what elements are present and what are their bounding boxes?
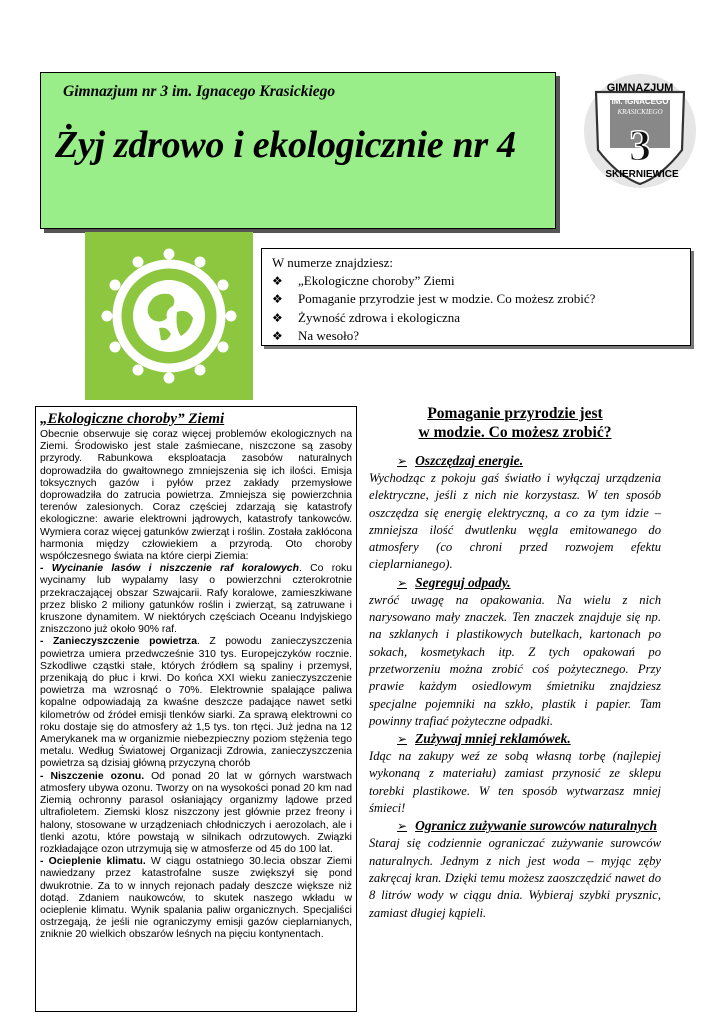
school-crest-icon [582,72,698,190]
paragraph-text: . Z powodu zanieczyszczenia powietrza umiera przedwcześnie 310 tys. Europejczyków rocznie. Szkodliwe cząstki stałe, których źródłem są spaliny i przemysł, przenikają do płuc i krwi. Do końca XXI wieku zanieczyszczenie powietrza ma wzrosnąć o 70%. Elektrownie spalające paliwa kopalne odpowiadają za kwaśne deszcze padające nawet setki kilometrów od źródeł emisji tlenków siarki. Za sprawą elektrowni co roku dostaje się do atmosfery aż 1,5 tys. ton rtęci. Już jedna na 12 Amerykanek ma w organizmie niebezpieczny poziom stężenia tego metalu. Według Światowej Organizacji Zdrowia, zanieczyszczenia powietrza są dzisiaj główną przyczyną chorób [40,636,352,770]
arrow-bullet-icon: ➢ [397,454,408,468]
paragraph-lead: - Zanieczyszczenie powietrza [40,636,198,648]
logo-line3: KRASICKIEGO [617,108,663,116]
arrow-bullet-icon: ➢ [397,732,408,747]
tip-body: Wychodząc z pokoju gaś światło i wyłączaj urządzenia elektryczne, jeśli z nich nie korzystasz. W ten sposób oszczędza się energię elektryczną, a co za tym idzie – zmniejsza ilość dwutlenku węgla emitowanego do atmosfery (co chroni przed rozwojem efektu cieplarnianego). [369,471,661,572]
article-paragraph [40,856,352,941]
tip-body: zwróć uwagę na opakowania. Na wielu z nich narysowano mały znaczek. Ten znaczek znajduje się np. na szklanych i plastikowych butelkach, kartonach po sokach, kosmetykach itp. Z tych opakowań po przetworzeniu można zrobić coś pożytecznego. Przy prawie każdym osiedlowym śmietniku znajdziesz specjalne pojemniki na szkło, plastik i papier. Tam powinny trafiać pożyteczne odpadki. [369,592,661,728]
contents-item [272,309,690,328]
contents-item-label: „Ekologiczne choroby” Ziemi [298,272,455,288]
arrow-bullet-icon: ➢ [397,575,408,590]
contents-item-label: Pomaganie przyrodzie jest w modzie. Co możesz zrobić? [298,291,596,306]
left-article-title: „Ekologiczne choroby” Ziemi [40,411,225,427]
people-around-globe-icon [85,232,253,400]
right-article-title [369,404,661,442]
logo-line2: IM. IGNACEGO [611,97,669,106]
paragraph-lead: - Niszczenie ozonu. [40,770,145,782]
arrow-bullet-icon: ➢ [397,819,408,834]
diamond-bullet-icon: ❖ [272,292,283,306]
contents-item-label: Żywność zdrowa i ekologiczna [298,309,461,325]
right-title-line2: w modzie. Co możesz zrobić? [418,424,612,441]
tip-heading-text: Oszczędzaj energie [415,453,520,468]
article-intro: Obecnie obserwuje się coraz więcej problemów ekologicznych na Ziemi. Środowisko jest stale zaśmiecane, niszczone są zasoby przyrody. Rabunkowa eksploatacja zasobów naturalnych doprowadziła do gwałtownego zmniejszenia się ich ilości. Emisja toksycznych gazów i pyłów przez zakłady przemysłowe doprowadziła do zatrucia powietrza. Zmniejsza się powierzchnia terenów zalesionych. Coraz częściej zdarzają się katastrofy ekologiczne: awarie elektrowni jądrowych, katastrofy tankowców. Wymiera coraz więcej gatunków zwierząt i roślin. Została zakłócona harmonia między człowiekiem a przyrodą. Oto choroby współczesnego świata na które cierpi Ziemia: [40,429,352,563]
article-paragraph [40,636,352,770]
eco-globe-image [85,232,253,400]
article-paragraph [40,771,352,856]
tip-heading-text: Zużywaj mniej reklamówek. [415,731,571,747]
diamond-bullet-icon: ❖ [272,329,283,343]
tip-body: Idąc na zakupy weź ze sobą własną torbę (najlepiej wykonaną z materiału) zamiast przynosić ze sklepu torebki plastikowe. W ten sposób wytwarzasz mniej śmieci! [369,749,661,816]
tip-body: Staraj się codziennie ograniczać zużywanie surowców naturalnych. Jednym z nich jest woda – myjąc zęby zakręcaj kran. Dzięki temu możesz zaoszczędzić nawet do 8 litrów wody w ciągu dnia. Wybieraj szybki prysznic, zamiast długiej kąpieli. [369,836,661,920]
tip-heading [397,574,661,592]
article-paragraph [40,563,352,636]
right-article [369,404,661,922]
diamond-bullet-icon: ❖ [272,273,283,288]
newsletter-header [40,72,556,229]
logo-line1: GIMNAZJUM [606,82,674,94]
school-logo [582,72,698,190]
tip-heading [397,817,661,835]
tip-heading-text: Ogranicz zużywanie surowców naturalnych [415,818,657,834]
paragraph-lead: - Wycinanie lasów i niszczenie raf koralowych [40,563,299,575]
logo-number: 3 [629,121,651,170]
paragraph-lead: - Ocieplenie klimatu. [40,856,146,868]
logo-city: SKIERNIEWICE [605,169,679,180]
contents-item [272,327,690,346]
contents-heading: W numerze znajdziesz: [272,255,394,270]
left-article [35,406,357,1012]
left-article-body [40,429,352,942]
tip-heading [397,452,661,470]
paragraph-text: . Co roku wycinamy lub wypalamy lasy o powierzchni czterokrotnie przekraczającej obszar Szwajcarii. Rafy koralowe, zamieszkiwane przez blisko 2 miliony gatunków roślin i zwierząt, są zatruwane i kruszone dynamitem. W niektórych częściach Oceanu Indyjskiego zniszczono już około 90% raf. [40,563,353,636]
paragraph-text: Od ponad 20 lat w górnych warstwach atmosfery ubywa ozonu. Tworzy on na wysokości ponad 20 km nad Ziemią ochronny parasol osłaniający organizmy lądowe przed ultrafioletem. Ziemski klosz niszczony jest głównie przez freony i halony, stosowane w urządzeniach chłodniczych i aerozolach, ale i tlenki azotu, które powstają w silnikach odrzutowych. Związki rozkładające ozon utrzymują się w atmosferze od 45 do 100 lat. [40,770,353,855]
paragraph-text: W ciągu ostatniego 30.lecia obszar Ziemi nawiedzany przez katastrofalne susze zwiększył się pond dwukrotnie. Za to w innych rejonach padały deszcze większe niż dotąd. Zdaniem naukowców, to skutek naszego wkładu w ocieplenie klimatu. Wynik spalania paliw organicznych. Specjaliści ostrzegają, że jeśli nie ograniczymy emisji gazów cieplarnianych, zniknie 20 wielkich obszarów leśnych na pięciu kontynentach. [40,856,352,941]
contents-item [272,290,690,309]
tip-heading-text: Segreguj odpady. [415,574,511,590]
school-name: Gimnazjum nr 3 im. Ignacego Krasickiego [63,83,336,100]
newsletter-title: Żyj zdrowo i ekologicznie nr 4 [55,124,516,166]
contents-item-label: Na wesoło? [298,328,360,343]
tip-heading [397,730,661,748]
contents-box [261,248,691,346]
tip-heading-suffix: . [519,453,524,468]
contents-item [272,272,690,291]
right-title-line1: Pomaganie przyrodzie jest [427,405,603,422]
diamond-bullet-icon: ❖ [272,310,283,325]
